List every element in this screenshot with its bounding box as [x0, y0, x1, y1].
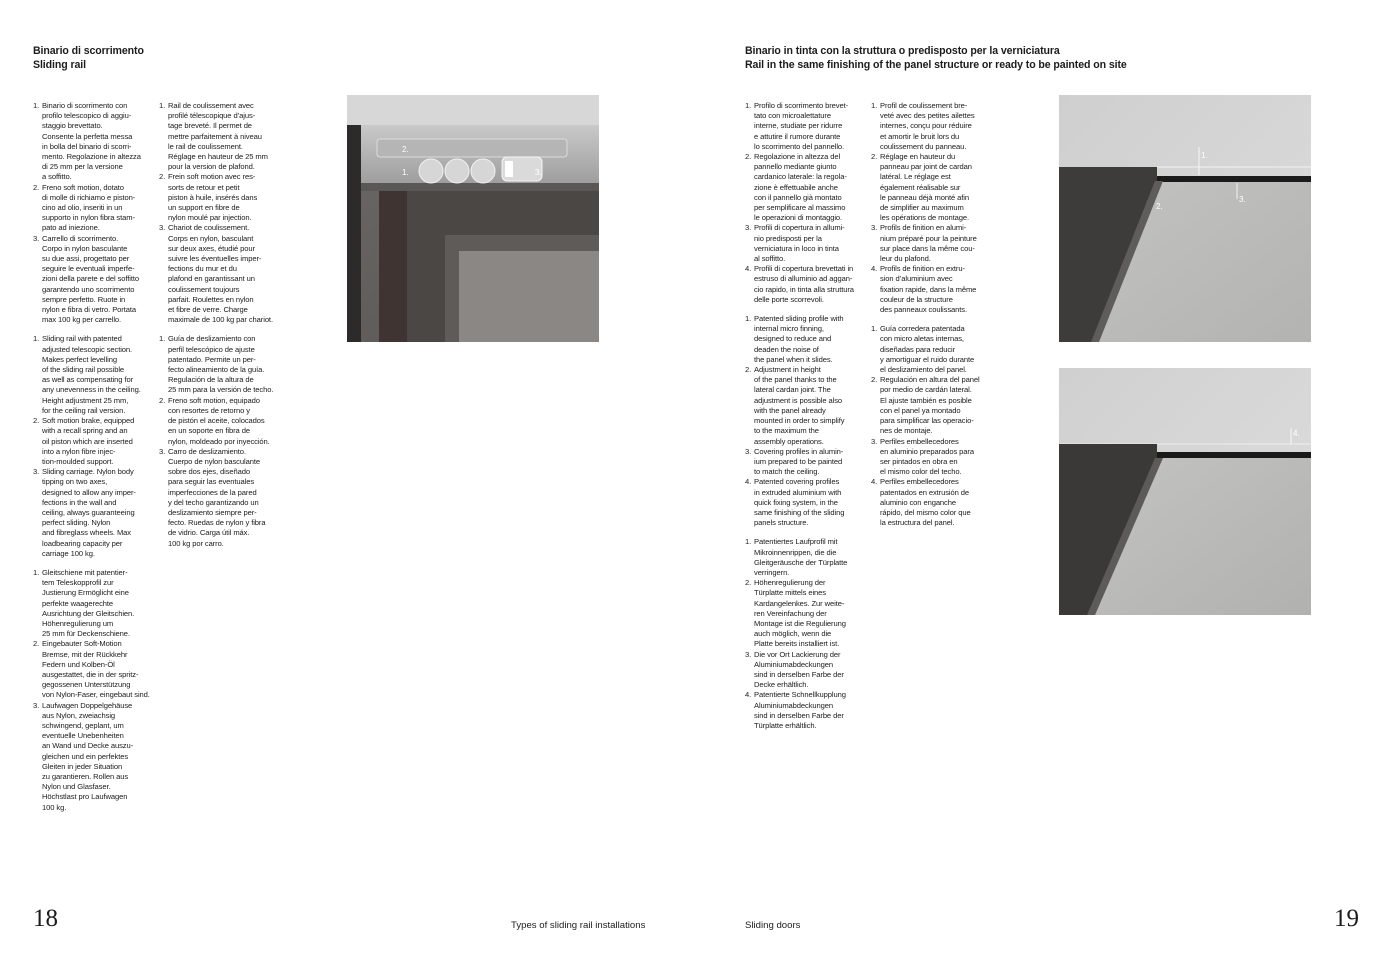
list-item: 3. Profili di copertura in allumi- nio predisposti per la verniciatura in loco in tinta al soffitto. [745, 223, 845, 264]
list-item: 2. Höhenregulierung der Türplatte mittels eines Kardangelenkes. Zur weite- ren Vereinfachung der Montage ist die Regulierung auch möglich, wenn die Platte bereits installiert ist. [745, 578, 846, 649]
list-item: 3. Laufwagen Doppelgehäuse aus Nylon, zweiachsig schwingend, geplant, um eventuelle Unebenheiten an Wand und Decke auszu- gleichen und ein perfektes Gleiten in jeder Situation zu garantieren. Rollen aus Nylon und Glasfaser. Höchstlast pro Laufwagen 100 kg. [33, 700, 134, 812]
photo-label-4: 4. [1293, 429, 1300, 438]
right-page-title [745, 44, 1127, 72]
title-italian: Binario di scorrimento [33, 45, 144, 57]
list-item: 1. Gleitschiene mit patentier- tem Teleskopprofil zur Justierung Ermöglicht eine perfekte waagerechte Ausrichtung der Gleitschien. Höhenregulierung um 25 mm für Deckenschiene. [33, 567, 135, 639]
recessed-rail-photo [1059, 95, 1311, 342]
list-item: 2. Frein soft motion avec res- sorts de retour et petit piston à huile, insérés dans un support en fibre de nylon moulé par injection. [159, 172, 258, 223]
list-item: 2. Freno soft motion, equipado con resortes de retorno y de pistón el aceite, colocados en un soporte en fibra de nylon, moldeado por inyección. [159, 395, 270, 446]
photo-label-2: 2. [402, 145, 409, 154]
list-item: 3. Chariot de coulissement. Corps en nylon, basculant sur deux axes, étudié pour suivre les éventuelles imper- fections du mur et du plafond en garantissant un coulissement toujours parfait. Roulettes en nylon et fibre de verre. Charge maximale de 100 kg par chariot. [159, 223, 273, 325]
list-item: 1. Sliding rail with patented adjusted telescopic section. Makes perfect levelling of the sliding rail possible as well as compensating for any unevenness in the ceiling. Height adjustment 25 mm, for the ceiling rail version. [33, 334, 141, 415]
list-item: 1. Profilo di scorrimento brevet- tato con microalettature interne, studiate per ridurre e attutire il rumore durante lo scorrimento del pannello. [745, 101, 849, 151]
title-english: Rail in the same finishing of the panel structure or ready to be painted on site [745, 59, 1127, 71]
spec-list-french [871, 101, 995, 315]
spec-list-german [745, 537, 865, 731]
list-item: 3. Carrello di scorrimento. Corpo in nylon basculante su due assi, progettato per seguire le eventuali imperfe- zioni della parete e del soffitto garantendo uno scorrimento sempre perfetto. Ruote in nylon e fibra di vetro. Portata max 100 kg per carrello. [33, 233, 140, 325]
list-item: 4. Patentierte Schnellkupplung Aluminiumabdeckungen sind in derselben Farbe der Türplatte erhältlich. [745, 690, 846, 730]
spec-list-english [33, 334, 153, 558]
page-number-right: 19 [1334, 905, 1359, 932]
covered-rail-photo [1059, 368, 1311, 615]
list-item: 4. Perfiles embellecedores patentados en extrusión de aluminio con enganche rápido, del mismo color que la estructura del panel. [871, 477, 971, 528]
list-item: 1. Guía de deslizamiento con perfil telescópico de ajuste patentado. Permite un per- fecto alineamiento de la guía. Regulación de la altura de 25 mm para la versión de techo. [159, 334, 274, 395]
list-item: 2. Freno soft motion, dotato di molle di richiamo e piston- cino ad olio, inseriti in un supporto in nylon fibra stam- pato ad iniezione. [33, 182, 136, 233]
list-item: 3. Perfiles embellecedores en aluminio preparados para ser pintados en obra en el mismo color del techo. [871, 436, 974, 477]
list-item: 3. Profils de finition en alumi- nium préparé pour la peinture sur place dans la même cou- leur du plafond. [871, 223, 977, 264]
sliding-rail-illustration [347, 95, 599, 342]
list-item: 2. Adjustment in height of the panel thanks to the lateral cardan joint. The adjustment is possible also with the panel already mounted in order to simplify to the maximum the assembly operations. [745, 365, 845, 446]
list-item: 1. Binario di scorrimento con profilo telescopico di aggiu- staggio brevettato. Consente la perfetta messa in bolla del binario di scorri- mento. Regolazione in altezza di 25 mm per la versione a soffitto. [33, 101, 141, 182]
list-item: 4. Profils de finition en extru- sion d’aluminium avec fixation rapide, dans la même couleur de la structure des panneaux coulissants. [871, 264, 977, 315]
covered-rail-illustration [1059, 368, 1311, 615]
sliding-rail-photo [347, 95, 599, 342]
photo-label-1: 1. [402, 168, 409, 177]
list-item: 2. Regulación en altura del panel por medio de cardán lateral. El ajuste también es posible con el panel ya montado para simplificar las operacio- nes de montaje. [871, 375, 980, 436]
list-item: 1. Patented sliding profile with internal micro finning, designed to reduce and deaden the noise of the panel when it slides. [745, 314, 844, 364]
photo-label-3: 3. [535, 168, 542, 177]
list-item: 3. Carro de deslizamiento. Cuerpo de nylon basculante sobre dos ejes, diseñado para seguir las eventuales imperfecciones de la pared y del techo garantizando un deslizamiento siempre per- fecto. Ruedas de nylon y fibra de vidrio. Carga útil máx. 100 kg por carro. [159, 446, 266, 548]
list-item: 2. Soft motion brake, equipped with a recall spring and an oil piston which are inserted into a nylon fibre injec- tion-moulded support. [33, 416, 135, 466]
left-text-column-1 [33, 101, 153, 822]
photo-label-3: 3. [1239, 195, 1246, 204]
spec-list-spanish [159, 334, 281, 548]
page-number-left: 18 [33, 905, 58, 932]
list-item: 3. Covering profiles in alumin- ium prepared to be painted to match the ceiling. [745, 446, 844, 477]
title-english: Sliding rail [33, 59, 86, 71]
list-item: 3. Sliding carriage. Nylon body tipping on two axes, designed to allow any imper- fections in the wall and ceiling, always guaranteeing perfect sliding. Nylon and fibreglass wheels. Max loadbearing capacity per carriage 100 kg. [33, 467, 136, 558]
list-item: 2. Réglage en hauteur du panneau par joint de cardan latéral. Le réglage est également réalisable sur le panneau déjà monté afin de simplifier au maximum les opérations de montage. [871, 152, 972, 223]
list-item: 2. Eingebauter Soft-Motion Bremse, mit der Rückkehr Federn und Kolben-Öl ausgestattet, die in der spritz- gegossenen Unterstützung von Nylon-Faser, eingebaut sind. [33, 639, 150, 700]
list-item: 1. Patentiertes Laufprofil mit Mikroinnenrippen, die die Gleitgeräusche der Türplatte verringern. [745, 537, 848, 577]
right-text-column-2 [871, 101, 995, 537]
spec-list-english [745, 314, 865, 528]
list-item: 4. Profili di copertura brevettati in estruso di alluminio ad aggan- cio rapido, in tinta alla struttura delle porte scorrevoli. [745, 264, 854, 304]
spec-list-french [159, 101, 281, 325]
list-item: 3. Die vor Ort Lackierung der Aluminiumabdeckungen sind in derselben Farbe der Decke erhältlich. [745, 649, 844, 690]
section-title-left: Types of sliding rail installations [511, 920, 646, 931]
left-text-column-2 [159, 101, 281, 558]
recessed-rail-illustration [1059, 95, 1311, 342]
section-title-right: Sliding doors [745, 920, 801, 931]
list-item: 2. Regolazione in altezza del pannello mediante giunto cardanico laterale: la regola- zione è effettuabile anche con il pannello già montato per semplificare al massimo le operazioni di montaggio. [745, 152, 847, 223]
spec-list-german [33, 568, 153, 813]
right-text-column-1 [745, 101, 865, 740]
spec-list-spanish [871, 324, 995, 528]
photo-label-2: 2. [1156, 202, 1163, 211]
spec-list-italian [745, 101, 865, 305]
list-item: 1. Profil de coulissement bre- veté avec des petites ailettes internes, conçu pour réduire et amortir le bruit lors du coulissement du panneau. [871, 101, 975, 151]
left-page-title [33, 44, 144, 72]
photo-label-1: 1. [1201, 151, 1208, 160]
list-item: 1. Guía corredera patentada con micro aletas internas, diseñadas para reducir y amortiguar el ruido durante el deslizamiento del panel. [871, 324, 975, 375]
title-italian: Binario in tinta con la struttura o predisposto per la verniciatura [745, 45, 1060, 57]
spec-list-italian [33, 101, 153, 325]
list-item: 4. Patented covering profiles in extruded aluminium with quick fixing system, in the same finishing of the sliding panels structure. [745, 477, 845, 528]
list-item: 1. Rail de coulissement avec profilé télescopique d’ajus- tage breveté. Il permet de mettre parfaitement à niveau le rail de coulissement. Réglage en hauteur de 25 mm pour la version de plafond. [159, 101, 268, 172]
